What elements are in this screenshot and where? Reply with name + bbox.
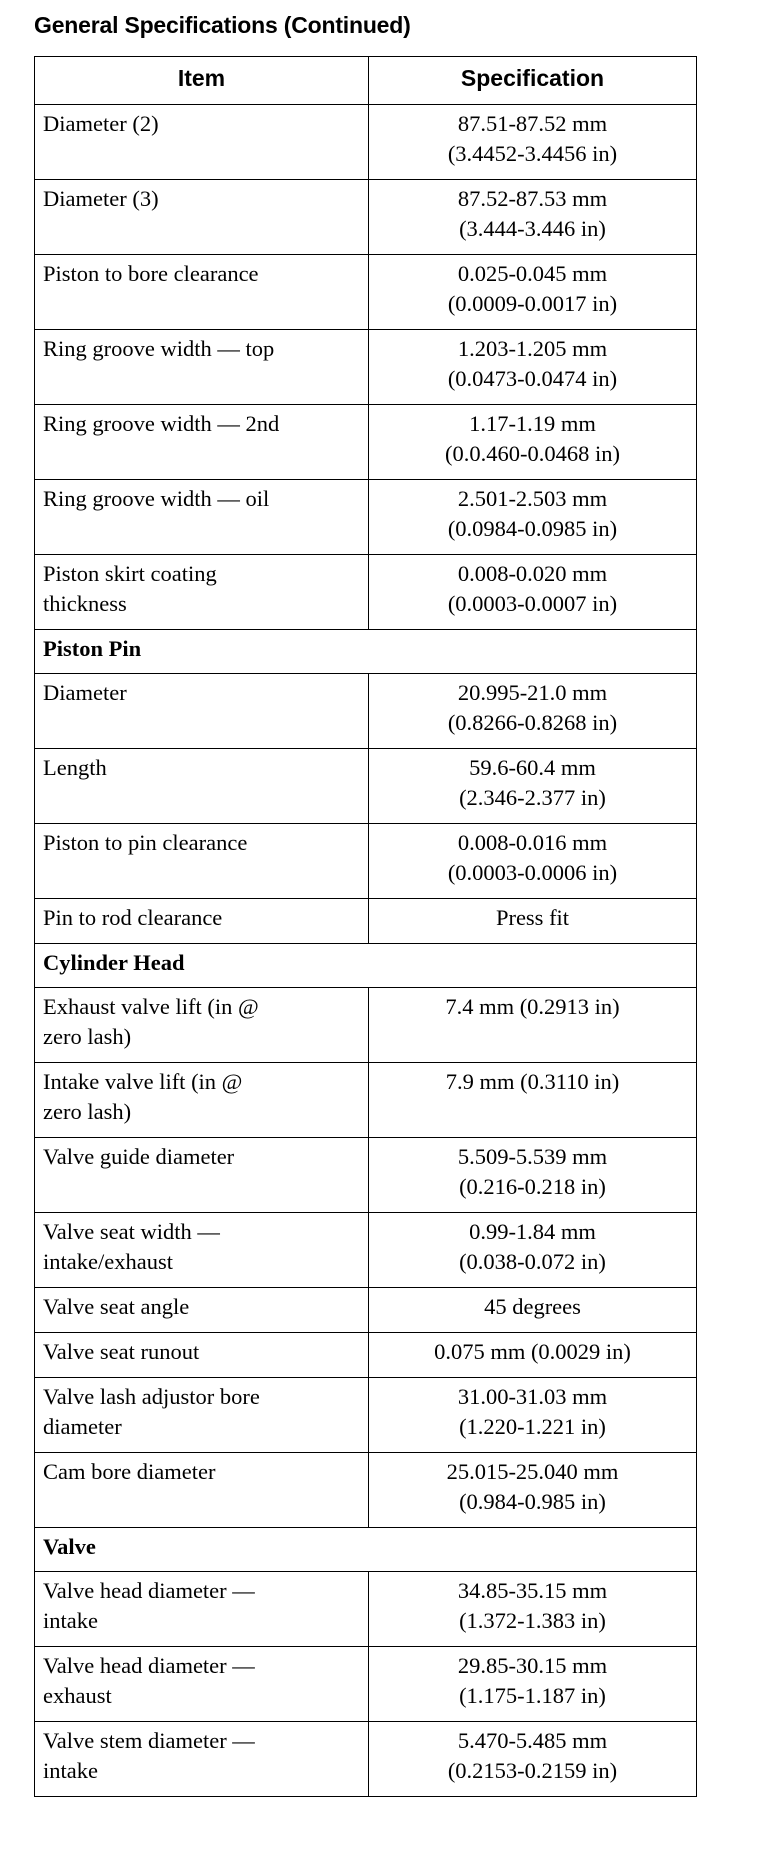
specification-text: (0.0473-0.0474 in)	[447, 366, 618, 391]
specification-text: 25.015-25.040 mm	[446, 1459, 619, 1484]
specification-cell	[369, 1288, 697, 1333]
specification-text: (0.038-0.072 in)	[459, 1249, 606, 1274]
specification-cell	[369, 988, 697, 1063]
item-text: exhaust	[43, 1683, 112, 1708]
item-text: zero lash)	[43, 1024, 132, 1049]
specification-cell	[369, 1138, 697, 1213]
table-row	[35, 180, 697, 255]
table-row	[35, 988, 697, 1063]
specification-text: 87.52-87.53 mm	[457, 186, 608, 211]
item-text: Piston to bore clearance	[43, 261, 259, 286]
specification-text: (2.346-2.377 in)	[459, 785, 606, 810]
item-cell	[35, 405, 369, 480]
specification-text: Press fit	[495, 905, 570, 930]
item-cell	[35, 1722, 369, 1797]
specifications-table	[34, 56, 697, 1797]
column-header-item: Item	[35, 57, 369, 105]
specification-text: (0.2153-0.2159 in)	[447, 1758, 618, 1783]
specification-text: (0.0009-0.0017 in)	[447, 291, 618, 316]
specification-text: 34.85-35.15 mm	[457, 1578, 608, 1603]
table-row	[35, 1647, 697, 1722]
specification-text: 0.025-0.045 mm	[457, 261, 608, 286]
specification-cell	[369, 1647, 697, 1722]
item-cell	[35, 1378, 369, 1453]
item-text: Ring groove width — oil	[43, 486, 270, 511]
specification-text: 45 degrees	[484, 1294, 581, 1319]
section-heading: Cylinder Head	[35, 944, 697, 988]
table-row	[35, 1378, 697, 1453]
item-text: Diameter	[43, 680, 127, 705]
specification-text: (1.175-1.187 in)	[459, 1683, 606, 1708]
item-cell	[35, 749, 369, 824]
item-text: Valve head diameter —	[43, 1578, 255, 1603]
table-row	[35, 749, 697, 824]
specification-text: 5.470-5.485 mm	[457, 1728, 608, 1753]
item-cell	[35, 824, 369, 899]
specification-cell	[369, 749, 697, 824]
specification-cell	[369, 1722, 697, 1797]
specification-cell	[369, 105, 697, 180]
specification-text: 7.4 mm (0.2913 in)	[445, 994, 620, 1019]
specification-text: (3.4452-3.4456 in)	[447, 141, 618, 166]
specification-text: (0.0003-0.0006 in)	[447, 860, 618, 885]
item-cell	[35, 555, 369, 630]
specification-text: 31.00-31.03 mm	[457, 1384, 608, 1409]
specification-cell	[369, 674, 697, 749]
item-text: zero lash)	[43, 1099, 132, 1124]
specification-cell	[369, 255, 697, 330]
table-row	[35, 480, 697, 555]
item-cell	[35, 1647, 369, 1722]
section-heading: Valve	[35, 1528, 697, 1572]
specification-text: (0.984-0.985 in)	[459, 1489, 606, 1514]
table-row	[35, 1453, 697, 1528]
specification-cell	[369, 555, 697, 630]
item-text: Valve seat runout	[43, 1339, 200, 1364]
table-row	[35, 1063, 697, 1138]
table-row	[35, 1333, 697, 1378]
item-cell	[35, 105, 369, 180]
item-cell	[35, 1572, 369, 1647]
table-row	[35, 1722, 697, 1797]
table-row	[35, 674, 697, 749]
specification-text: 5.509-5.539 mm	[457, 1144, 608, 1169]
specification-text: (0.8266-0.8268 in)	[447, 710, 618, 735]
item-cell	[35, 988, 369, 1063]
item-text: Diameter (3)	[43, 186, 159, 211]
section-row	[35, 944, 697, 988]
table-row	[35, 1288, 697, 1333]
specification-text: 0.075 mm (0.0029 in)	[434, 1339, 631, 1364]
table-row	[35, 330, 697, 405]
specification-cell	[369, 1063, 697, 1138]
item-text: Piston to pin clearance	[43, 830, 248, 855]
table-header-row	[35, 57, 697, 105]
item-text: intake/exhaust	[43, 1249, 173, 1274]
specification-cell	[369, 1378, 697, 1453]
specification-text: (0.216-0.218 in)	[459, 1174, 606, 1199]
item-text: Diameter (2)	[43, 111, 159, 136]
table-row	[35, 1213, 697, 1288]
item-cell	[35, 1138, 369, 1213]
specification-text: (0.0984-0.0985 in)	[447, 516, 618, 541]
specification-text: 7.9 mm (0.3110 in)	[445, 1069, 620, 1094]
specification-cell	[369, 899, 697, 944]
item-text: diameter	[43, 1414, 122, 1439]
specification-cell	[369, 180, 697, 255]
section-row	[35, 1528, 697, 1572]
item-cell	[35, 1213, 369, 1288]
table-row	[35, 555, 697, 630]
specification-text: (1.372-1.383 in)	[459, 1608, 606, 1633]
specification-cell	[369, 1333, 697, 1378]
table-row	[35, 824, 697, 899]
specification-text: (0.0.460-0.0468 in)	[445, 441, 620, 466]
item-cell	[35, 899, 369, 944]
specification-text: 0.008-0.016 mm	[457, 830, 608, 855]
item-cell	[35, 1453, 369, 1528]
page-title: General Specifications (Continued)	[34, 12, 411, 38]
item-text: Pin to rod clearance	[43, 905, 223, 930]
item-text: Valve stem diameter —	[43, 1728, 255, 1753]
item-cell	[35, 1288, 369, 1333]
item-text: intake	[43, 1608, 98, 1633]
specification-cell	[369, 1572, 697, 1647]
specification-text: 0.99-1.84 mm	[469, 1219, 596, 1244]
specification-cell	[369, 1453, 697, 1528]
item-text: Valve head diameter —	[43, 1653, 255, 1678]
specification-text: (1.220-1.221 in)	[459, 1414, 606, 1439]
item-cell	[35, 1333, 369, 1378]
specification-cell	[369, 405, 697, 480]
item-text: Valve guide diameter	[43, 1144, 235, 1169]
item-text: Valve lash adjustor bore	[43, 1384, 260, 1409]
table-body	[35, 105, 697, 1797]
specification-text: 59.6-60.4 mm	[469, 755, 596, 780]
item-cell	[35, 674, 369, 749]
item-text: Length	[43, 755, 107, 780]
item-text: Piston skirt coating	[43, 561, 217, 586]
item-text: Ring groove width — top	[43, 336, 275, 361]
specification-text: 1.203-1.205 mm	[457, 336, 608, 361]
specification-text: 87.51-87.52 mm	[457, 111, 608, 136]
item-text: Valve seat angle	[43, 1294, 190, 1319]
item-cell	[35, 255, 369, 330]
specification-text: 0.008-0.020 mm	[457, 561, 608, 586]
specification-cell	[369, 330, 697, 405]
item-text: Exhaust valve lift (in @	[43, 994, 259, 1019]
item-cell	[35, 330, 369, 405]
item-cell	[35, 480, 369, 555]
table-row	[35, 405, 697, 480]
specification-text: (3.444-3.446 in)	[459, 216, 606, 241]
specification-text: 29.85-30.15 mm	[457, 1653, 608, 1678]
section-heading: Piston Pin	[35, 630, 697, 674]
specification-text: 1.17-1.19 mm	[469, 411, 596, 436]
table-row	[35, 899, 697, 944]
column-header-specification: Specification	[369, 57, 697, 105]
section-row	[35, 630, 697, 674]
specification-text: (0.0003-0.0007 in)	[447, 591, 618, 616]
item-text: Valve seat width —	[43, 1219, 220, 1244]
specification-cell	[369, 1213, 697, 1288]
specification-text: 20.995-21.0 mm	[457, 680, 608, 705]
table-row	[35, 1138, 697, 1213]
table-row	[35, 105, 697, 180]
item-cell	[35, 1063, 369, 1138]
table-row	[35, 1572, 697, 1647]
specification-text: 2.501-2.503 mm	[457, 486, 608, 511]
item-text: Ring groove width — 2nd	[43, 411, 280, 436]
item-text: Cam bore diameter	[43, 1459, 216, 1484]
item-text: Intake valve lift (in @	[43, 1069, 243, 1094]
table-row	[35, 255, 697, 330]
item-text: thickness	[43, 591, 127, 616]
specification-cell	[369, 824, 697, 899]
item-cell	[35, 180, 369, 255]
item-text: intake	[43, 1758, 98, 1783]
specification-cell	[369, 480, 697, 555]
